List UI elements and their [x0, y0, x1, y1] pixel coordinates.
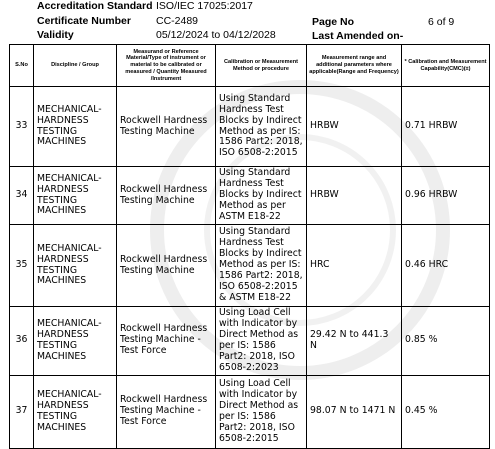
- col-header-instrument: Measurand or Reference Material/Type of instrument or material to be calibrated or measured / Quantity Measured /Instrument: [117, 45, 216, 87]
- table-row: [10, 225, 490, 307]
- table-row: [10, 307, 490, 376]
- page-no-value: 6 of 9: [428, 16, 455, 28]
- validity-value: 05/12/2024 to 04/12/2028: [156, 29, 276, 41]
- cell-sno: 35: [10, 225, 34, 307]
- col-header-cmc: * Calibration and Measurement Capability(CMC)(±): [402, 45, 490, 87]
- cell-sno: 36: [10, 307, 34, 376]
- cell-method: Using Load Cell with Indicator by Direct Method as per IS: 1586 Part2: 2018, ISO 6508-2:2015: [216, 375, 307, 448]
- cell-range: HRBW: [307, 167, 402, 225]
- page-no-label: Page No: [312, 16, 355, 28]
- cell-instrument: Rockwell Hardness Testing Machine - Test Force: [117, 375, 216, 448]
- cell-cmc: 0.96 HRBW: [402, 167, 490, 225]
- scope-table: [9, 44, 490, 449]
- cell-sno: 33: [10, 87, 34, 167]
- certificate-number-label: Certificate Number: [37, 15, 131, 27]
- cell-method: Using Standard Hardness Test Blocks by Indirect Method as per IS: 1586 Part2: 2018, ISO 6508-2:2015 & ASTM E18-22: [216, 225, 307, 307]
- cell-cmc: 0.71 HRBW: [402, 87, 490, 167]
- validity-label: Validity: [37, 29, 74, 41]
- cell-discipline: MECHANICAL- HARDNESS TESTING MACHINES: [34, 375, 117, 448]
- cell-discipline: MECHANICAL- HARDNESS TESTING MACHINES: [34, 167, 117, 225]
- cell-instrument: Rockwell Hardness Testing Machine: [117, 167, 216, 225]
- last-amended-label: Last Amended on-: [312, 30, 404, 42]
- cell-discipline: MECHANICAL- HARDNESS TESTING MACHINES: [34, 87, 117, 167]
- cell-method: Using Standard Hardness Test Blocks by Indirect Method as per ASTM E18-22: [216, 167, 307, 225]
- cell-range: 98.07 N to 1471 N: [307, 375, 402, 448]
- cell-method: Using Load Cell with Indicator by Direct Method as per IS: 1586 Part2: 2018, ISO 6508-2:2023: [216, 307, 307, 376]
- cell-range: HRC: [307, 225, 402, 307]
- col-header-discipline: Discipline / Group: [34, 45, 117, 87]
- accreditation-standard-value: ISO/IEC 17025:2017: [156, 0, 253, 12]
- cell-instrument: Rockwell Hardness Testing Machine: [117, 225, 216, 307]
- cell-range: HRBW: [307, 87, 402, 167]
- table-header-row: [10, 45, 490, 87]
- cell-range: 29.42 N to 441.3 N: [307, 307, 402, 376]
- cell-sno: 34: [10, 167, 34, 225]
- cell-instrument: Rockwell Hardness Testing Machine: [117, 87, 216, 167]
- accreditation-standard-label: Accreditation Standard: [37, 0, 153, 12]
- cell-cmc: 0.45 %: [402, 375, 490, 448]
- col-header-sno: S.No: [10, 45, 34, 87]
- table-row: [10, 375, 490, 448]
- cell-cmc: 0.85 %: [402, 307, 490, 376]
- table-row: [10, 167, 490, 225]
- cell-instrument: Rockwell Hardness Testing Machine - Test Force: [117, 307, 216, 376]
- cell-method: Using Standard Hardness Test Blocks by Indirect Method as per IS: 1586 Part2: 2018, ISO 6508-2:2015: [216, 87, 307, 167]
- cell-discipline: MECHANICAL- HARDNESS TESTING MACHINES: [34, 225, 117, 307]
- col-header-range: Measurement range and additional parameters where applicable(Range and Frequency): [307, 45, 402, 87]
- certificate-number-value: CC-2489: [156, 15, 199, 27]
- cell-sno: 37: [10, 375, 34, 448]
- col-header-method: Calibration or Measurement Method or procedure: [216, 45, 307, 87]
- table-row: [10, 87, 490, 167]
- cell-cmc: 0.46 HRC: [402, 225, 490, 307]
- cell-discipline: MECHANICAL- HARDNESS TESTING MACHINES: [34, 307, 117, 376]
